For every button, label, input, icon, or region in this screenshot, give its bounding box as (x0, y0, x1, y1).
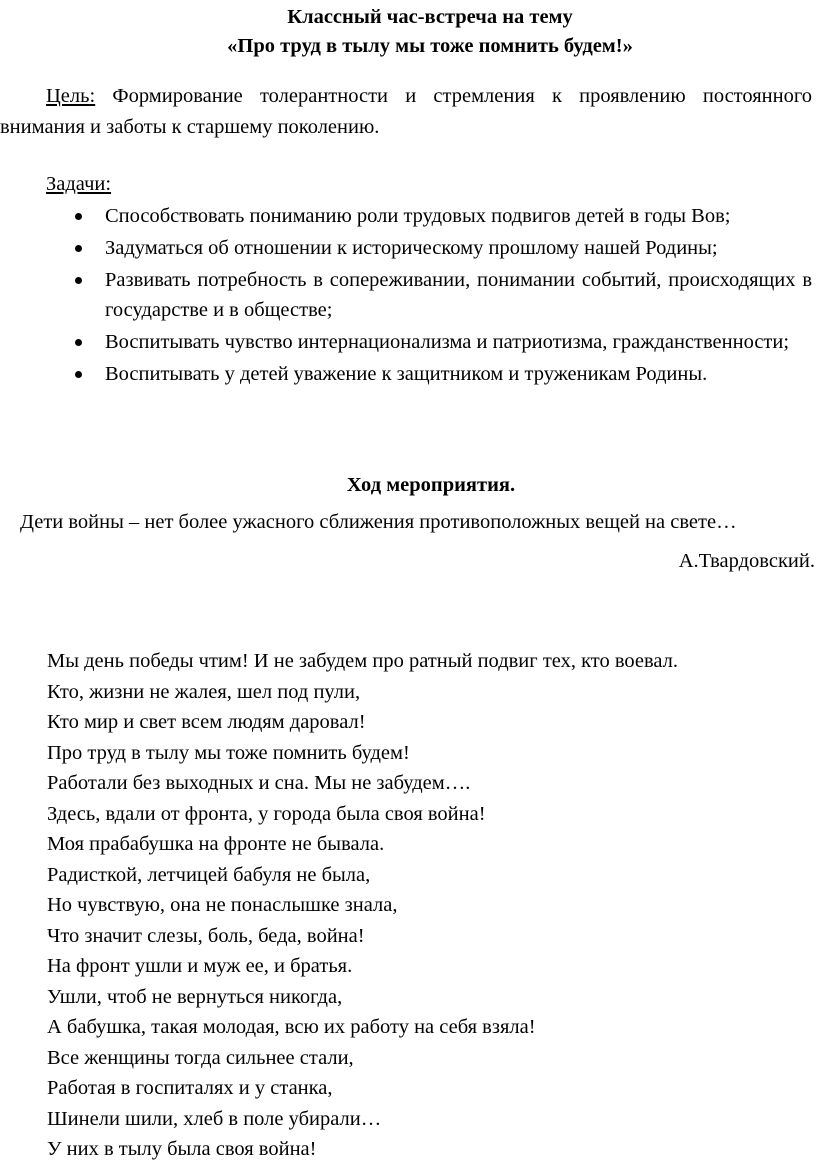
poem-line: Работали без выходных и сна. Мы не забудем…. (47, 772, 471, 794)
goal-label: Цель: (46, 85, 96, 107)
poem-line: Кто мир и свет всем людям даровал! (47, 711, 366, 733)
task-text: Задуматься об отношении к историческому прошлому нашей Родины; (105, 237, 718, 259)
epigraph: Дети войны – нет более ужасного сближения противоположных вещей на свете… (20, 511, 737, 533)
poem-line: Здесь, вдали от фронта, у города была своя война! (47, 802, 486, 825)
poem-line: Шинели шили, хлеб в поле убирали… (47, 1107, 382, 1130)
poem-line: Радисткой, летчицей бабуля не была, (47, 863, 371, 886)
poem-line: Мы день победы чтим! И не забудем про ратный подвиг тех, кто воевал. (47, 650, 679, 672)
bullet-icon (75, 339, 82, 346)
poem-line: Моя прабабушка на фронте не бывала. (47, 833, 385, 855)
task-text: Воспитывать у детей уважение к защитником и труженикам Родины. (105, 363, 708, 385)
list-item (0, 201, 816, 231)
list-item (0, 265, 816, 325)
poem-line: Работая в госпиталях и у станка, (47, 1077, 333, 1099)
goal-text-1: Формирование толерантности и стремления к проявлению постоянного (95, 85, 812, 107)
tasks-list (0, 201, 816, 391)
bullet-icon (75, 277, 82, 284)
goal-paragraph (0, 81, 812, 143)
bullet-icon (75, 245, 82, 252)
bullet-icon (75, 213, 82, 220)
poem (47, 646, 678, 1165)
title-line-1: Классный час-встреча на тему (287, 6, 573, 28)
title-line-2: «Про труд в тылу мы тоже помнить будем!» (227, 35, 633, 57)
bullet-icon (75, 371, 82, 378)
poem-line: Про труд в тылу мы тоже помнить будем! (47, 741, 410, 764)
goal-text-2: внимания и заботы к старшему поколению. (0, 116, 380, 138)
list-item (0, 233, 816, 263)
list-item (0, 327, 816, 357)
poem-line: Что значит слезы, боль, беда, война! (47, 924, 365, 947)
event-heading: Ход мероприятия. (346, 474, 516, 496)
poem-line: А бабушка, такая молодая, всю их работу на себя взяла! (47, 1016, 536, 1038)
goal-line-1 (0, 81, 812, 112)
task-text: Способствовать пониманию роли трудовых подвигов детей в годы Вов; (105, 205, 731, 227)
epigraph-author: А.Твардовский. (678, 550, 815, 572)
task-text: Развивать потребность в сопереживании, понимании событий, происходящих в государстве и в обществе; (105, 269, 812, 321)
poem-line: На фронт ушли и муж ее, и братья. (47, 955, 353, 977)
tasks-label: Задачи: (46, 173, 112, 195)
document-title (0, 3, 816, 61)
poem-line: Кто, жизни не жалея, шел под пули, (47, 680, 361, 703)
poem-line: Все женщины тогда сильнее стали, (47, 1046, 354, 1069)
poem-line: Ушли, чтоб не вернуться никогда, (47, 985, 343, 1008)
task-text: Воспитывать чувство интернационализма и патриотизма, гражданственности; (105, 331, 790, 353)
list-item (0, 359, 816, 389)
poem-line: У них в тылу была своя война! (47, 1138, 317, 1160)
poem-line: Но чувствую, она не понаслышке знала, (47, 894, 398, 916)
